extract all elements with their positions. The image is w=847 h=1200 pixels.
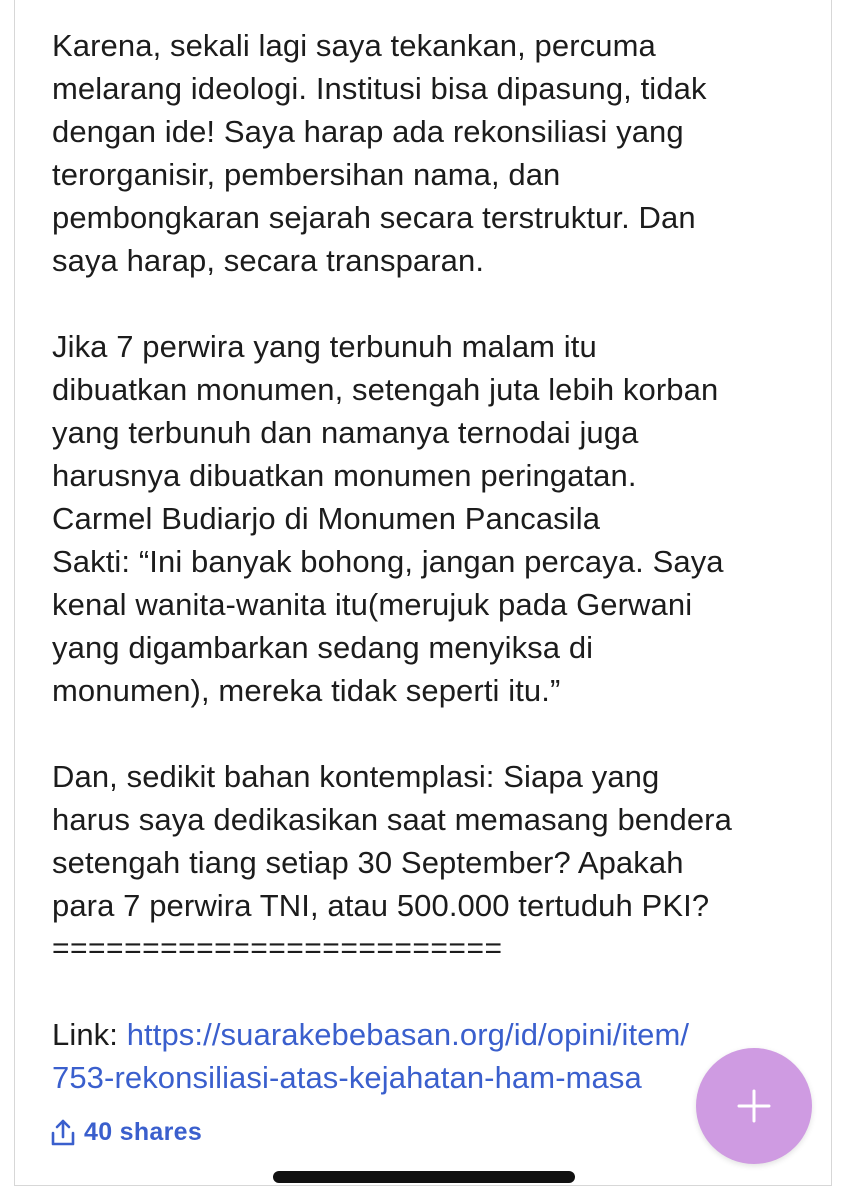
text-line: Sakti: “Ini banyak bohong, jangan percaya. Saya [52, 544, 724, 579]
text-line: kenal wanita-wanita itu(merujuk pada Gerwani [52, 587, 693, 622]
plus-icon [736, 1088, 772, 1124]
text-line: yang digambarkan sedang menyiksa di [52, 630, 594, 665]
text-line: melarang ideologi. Institusi bisa dipasung, tidak [52, 71, 707, 106]
shares-count: 40 shares [84, 1118, 203, 1146]
divider-line: ========================= [52, 932, 503, 965]
paragraph-3 [52, 755, 812, 970]
shares-button[interactable] [50, 1118, 202, 1147]
text-line: dengan ide! Saya harap ada rekonsiliasi yang [52, 114, 684, 149]
link-line [52, 1013, 812, 1056]
text-line: Carmel Budiarjo di Monumen Pancasila [52, 501, 601, 536]
text-line: yang terbunuh dan namanya ternodai juga [52, 415, 639, 450]
text-line: saya harap, secara transparan. [52, 243, 485, 278]
text-line: monumen), mereka tidak seperti itu.” [52, 673, 561, 708]
text-line: setengah tiang setiap 30 September? Apakah [52, 845, 684, 880]
text-line: para 7 perwira TNI, atau 500.000 tertuduh PKI? [52, 888, 710, 923]
text-line: harusnya dibuatkan monumen peringatan. [52, 458, 637, 493]
link-label: Link: [52, 1017, 127, 1052]
paragraph-2 [52, 325, 812, 712]
paragraph-1 [52, 24, 812, 282]
article-link-continued[interactable]: 753-rekonsiliasi-atas-kejahatan-ham-masa [52, 1060, 642, 1095]
text-line: dibuatkan monumen, setengah juta lebih korban [52, 372, 719, 407]
link-paragraph [52, 1013, 812, 1099]
text-line: terorganisir, pembersihan nama, dan [52, 157, 561, 192]
text-line: harus saya dedikasikan saat memasang bendera [52, 802, 732, 837]
share-upload-icon [50, 1119, 76, 1147]
article-link[interactable]: https://suarakebebasan.org/id/opini/item/ [126, 1017, 690, 1052]
text-line: pembongkaran sejarah secara terstruktur. Dan [52, 200, 696, 235]
text-line: Jika 7 perwira yang terbunuh malam itu [52, 329, 597, 364]
article-body [52, 24, 812, 1099]
text-line: Karena, sekali lagi saya tekankan, percuma [52, 28, 656, 63]
home-indicator[interactable] [273, 1171, 575, 1183]
add-button[interactable] [696, 1048, 812, 1164]
text-line: Dan, sedikit bahan kontemplasi: Siapa yang [52, 759, 660, 794]
